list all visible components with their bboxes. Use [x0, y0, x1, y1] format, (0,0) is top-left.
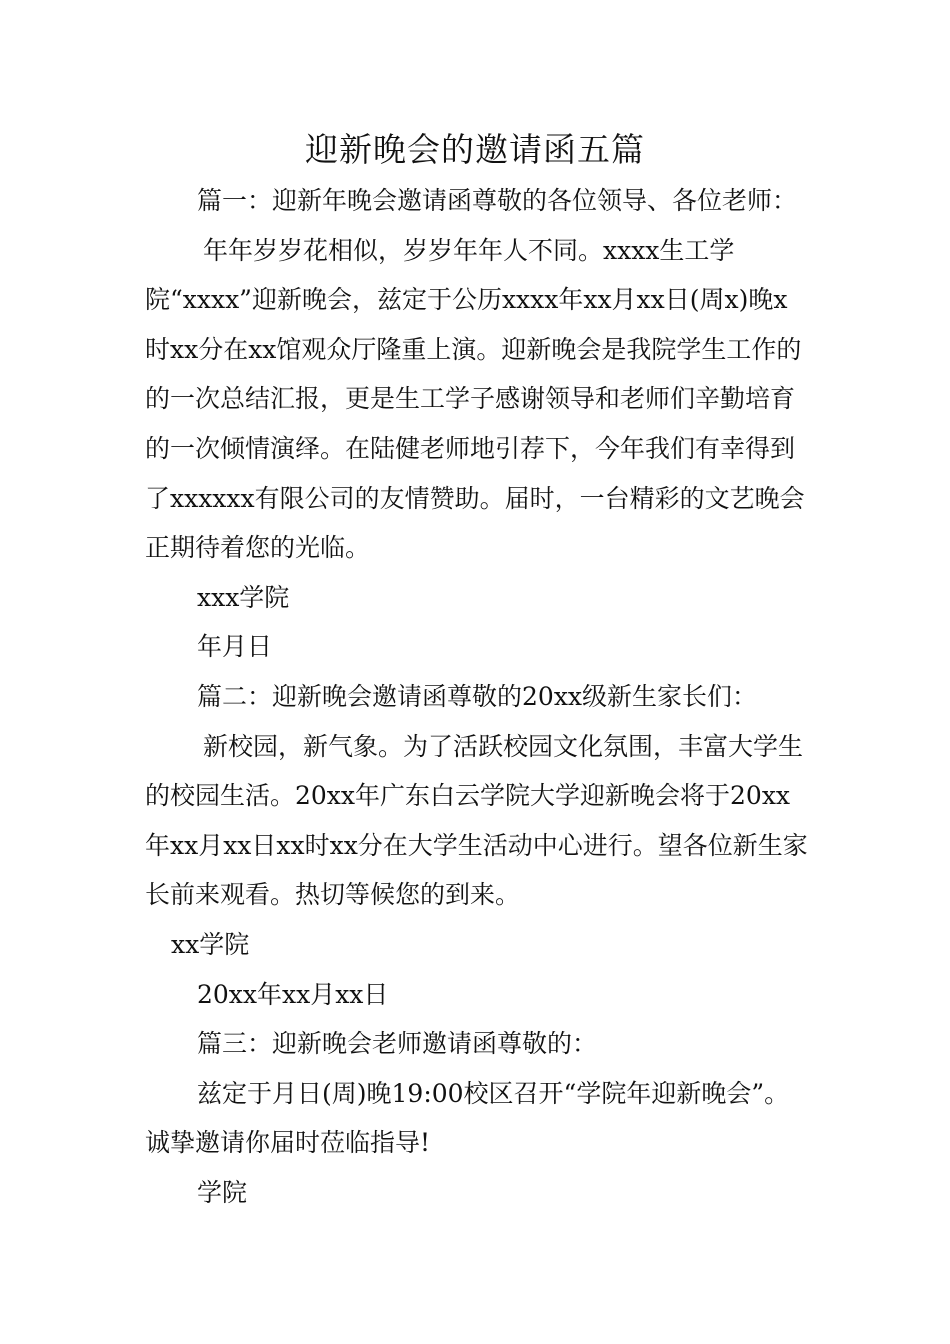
signature-date: 年月日	[197, 632, 273, 662]
section-heading: 篇一：迎新年晚会邀请函尊敬的各位领导、各位老师：	[197, 186, 798, 215]
document-body	[145, 176, 810, 1217]
signature-org: xx学院	[171, 929, 250, 959]
signature-org: 学院	[197, 1177, 248, 1207]
document-title: 迎新晚会的邀请函五篇	[305, 130, 645, 169]
signature-date: 20xx年xx月xx日	[197, 979, 389, 1009]
body-paragraph: 兹定于月日(周)晚19:00校区召开“学院年迎新晚会”。诚挚邀请你届时莅临指导!	[145, 1078, 790, 1158]
signature-org: xxx学院	[197, 582, 290, 612]
body-paragraph: 新校园，新气象。为了活跃校园文化氛围，丰富大学生的校园生活。20xx年广东白云学院大学迎新晚会将于20xx年xx月xx日xx时xx分在大学生活动中心进行。望各位新生家长前来观看。热切等候您的到来。	[145, 731, 808, 910]
section-heading: 篇三：迎新晚会老师邀请函尊敬的：	[197, 1029, 598, 1059]
section-heading: 篇二：迎新晚会邀请函尊敬的20xx级新生家长们：	[197, 681, 758, 711]
body-paragraph: 年年岁岁花相似，岁岁年年人不同。xxxx生工学院“xxxx”迎新晚会，兹定于公历xxxx年xx月xx日(周x)晚x时xx分在xx馆观众厅隆重上演。迎新晚会是我院学生工作的的一次总结汇报，更是生工学子感谢领导和老师们辛勤培育的一次倾情演绎。在陆健老师地引荐下，今年我们有幸得到了xxxxxx有限公司的友情赞助。届时，一台精彩的文艺晚会正期待着您的光临。	[145, 235, 805, 563]
